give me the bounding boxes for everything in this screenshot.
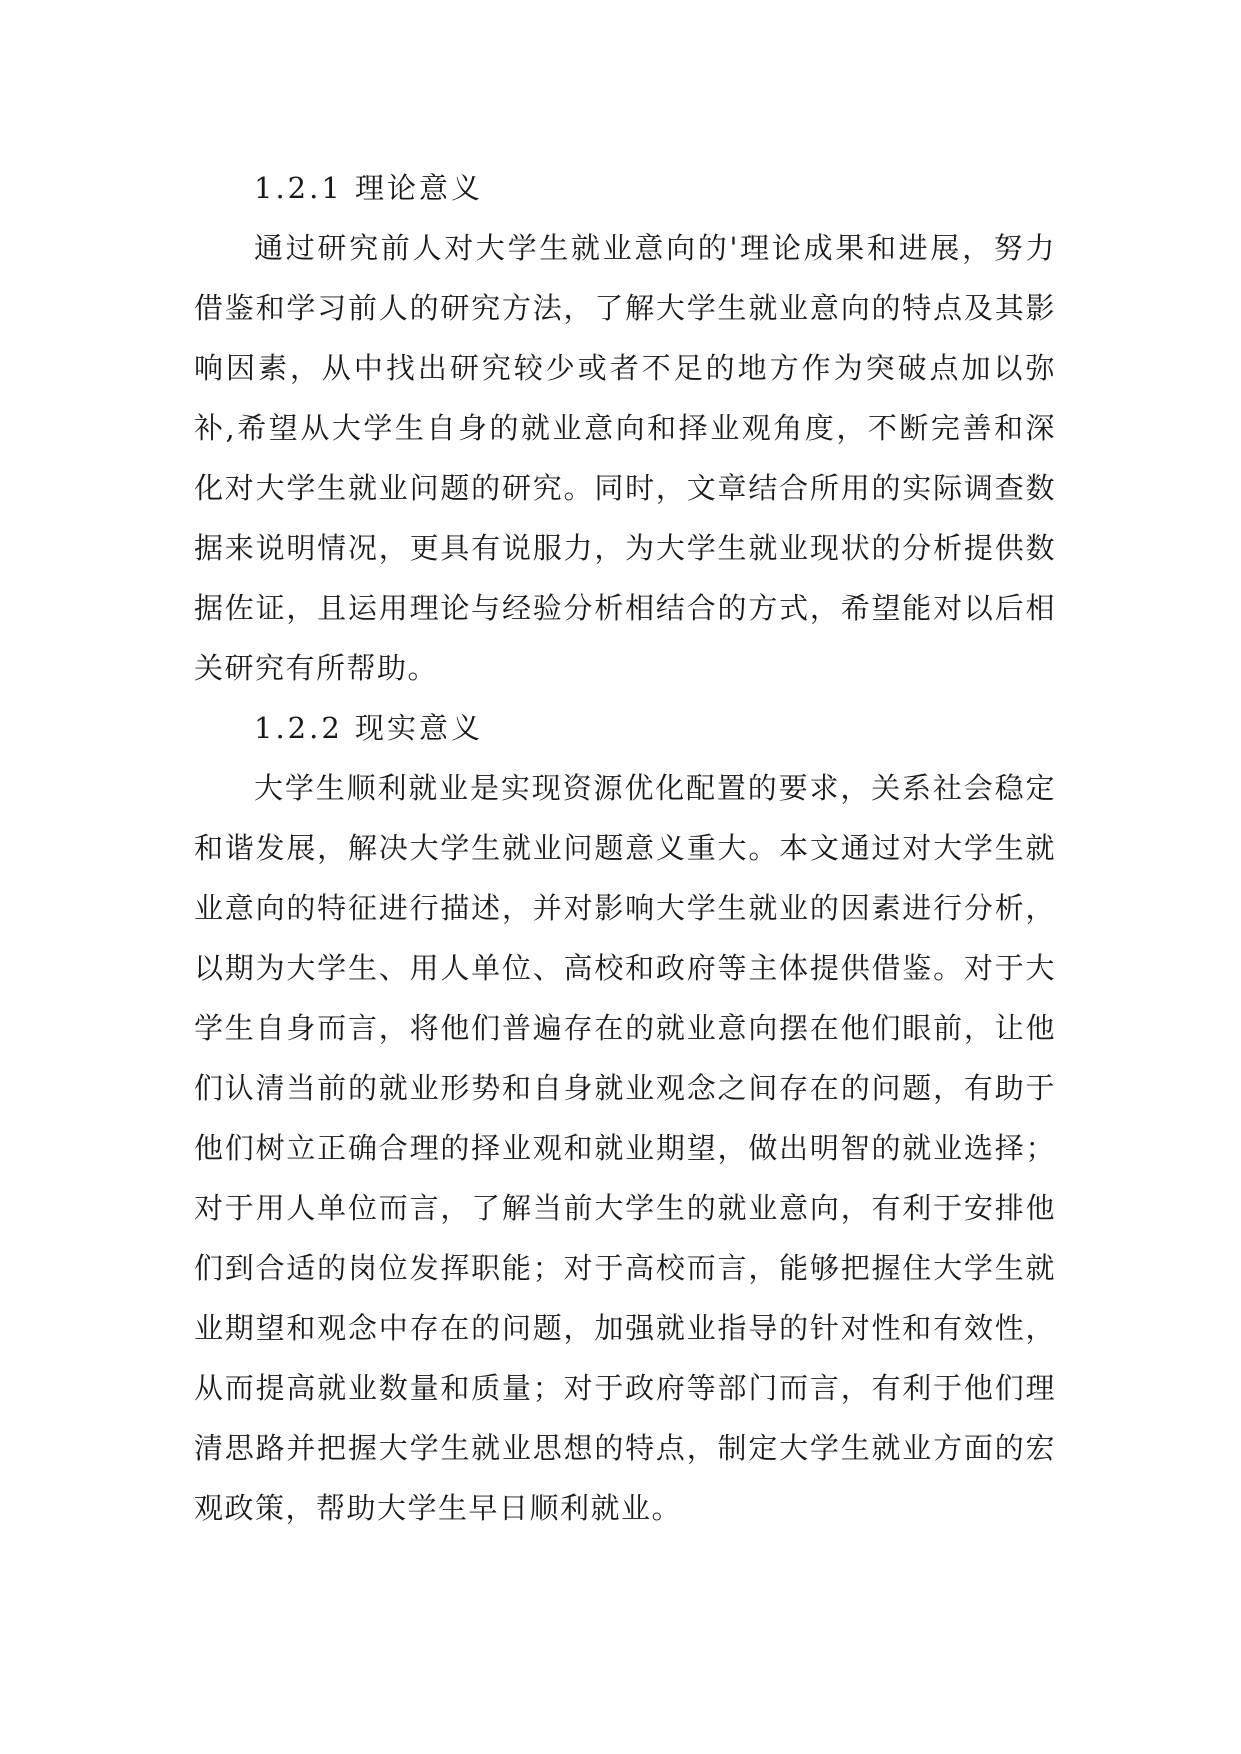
section-heading-theoretical-significance: 1.2.1 理论意义 <box>254 171 484 205</box>
paragraph-theoretical-significance: 通过研究前人对大学生就业意向的'理论成果和进展，努力借鉴和学习前人的研究方法，了解大学生就业意向的特点及其影响因素，从中找出研究较少或者不足的地方作为突破点加以弥补,希望从大学生自身的就业意向和择业观角度，不断完善和深化对大学生就业问题的研究。同时，文章结合所用的实际调查数据来说明情况，更具有说服力，为大学生就业现状的分析提供数据佐证，且运用理论与经验分析相结合的方式，希望能对以后相关研究有所帮助。 <box>194 231 1056 685</box>
paragraph-practical-significance: 大学生顺利就业是实现资源优化配置的要求，关系社会稳定和谐发展，解决大学生就业问题意义重大。本文通过对大学生就业意向的特征进行描述，并对影响大学生就业的因素进行分析，以期为大学生、用人单位、高校和政府等主体提供借鉴。对于大学生自身而言，将他们普遍存在的就业意向摆在他们眼前，让他们认清当前的就业形势和自身就业观念之间存在的问题，有助于他们树立正确合理的择业观和就业期望，做出明智的就业选择；对于用人单位而言，了解当前大学生的就业意向，有利于安排他们到合适的岗位发挥职能；对于高校而言，能够把握住大学生就业期望和观念中存在的问题，加强就业指导的针对性和有效性，从而提高就业数量和质量；对于政府等部门而言，有利于他们理清思路并把握大学生就业思想的特点，制定大学生就业方面的宏观政策，帮助大学生早日顺利就业。 <box>194 771 1056 1525</box>
document-body <box>194 158 1056 1538</box>
section-heading-practical-significance: 1.2.2 现实意义 <box>254 711 484 745</box>
